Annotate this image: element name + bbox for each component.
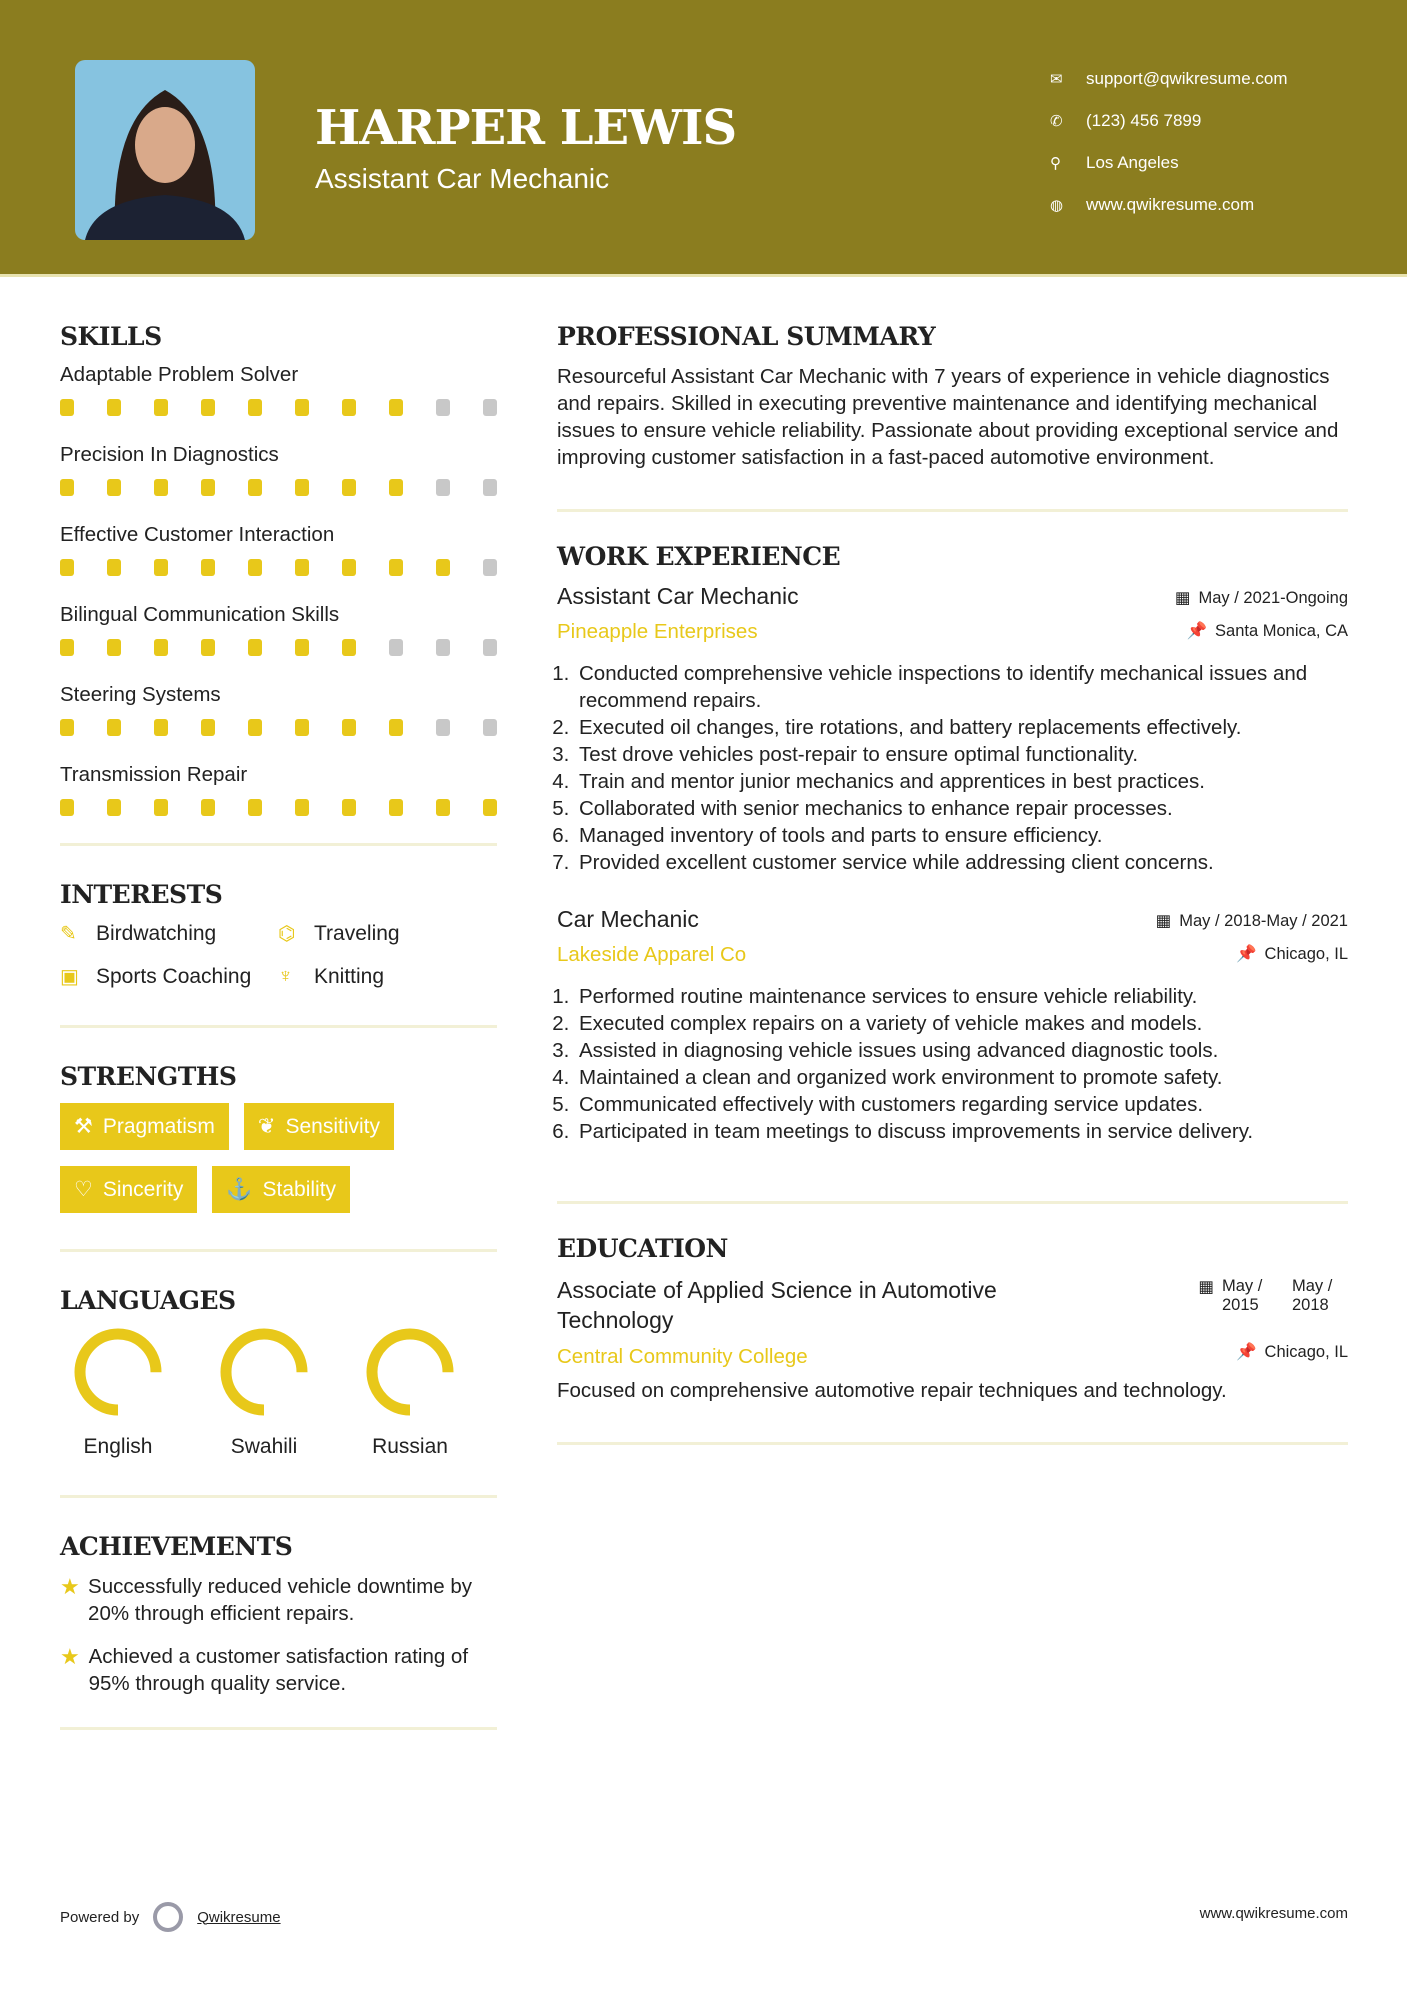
job-bullets <box>575 983 1348 1145</box>
pushpin-icon: 📌 <box>1186 622 1208 640</box>
globe-icon: ◍ <box>1050 197 1064 214</box>
skill-dot <box>389 479 403 496</box>
skill-dot <box>107 559 121 576</box>
contact-list <box>1050 58 1288 226</box>
education-dates <box>1198 1277 1348 1315</box>
jobs-list <box>557 583 1348 1145</box>
divider <box>60 843 497 846</box>
skill-dot <box>342 479 356 496</box>
candidate-role: Assistant Car Mechanic <box>315 163 610 194</box>
strength-tag <box>60 1103 229 1150</box>
skill-name: Precision In Diagnostics <box>60 443 279 466</box>
job-bullet: 7. Provided excellent customer service while addressing client concerns. <box>575 849 1348 876</box>
footer-powered <box>60 1902 281 1932</box>
job-bullet: 5. Communicated effectively with customers regarding service updates. <box>575 1091 1348 1118</box>
divider <box>557 1442 1348 1445</box>
skill-dot <box>248 399 262 416</box>
anchor-icon: ⚓ <box>226 1177 253 1201</box>
job-sub <box>557 933 1348 967</box>
skill-dot <box>248 479 262 496</box>
heart-icon: ♡ <box>74 1178 93 1201</box>
achievements-title: ACHIEVEMENTS <box>60 1532 293 1561</box>
job-bullet: 4. Train and mentor junior mechanics and apprentices in best practices. <box>575 768 1348 795</box>
skill-dot <box>436 399 450 416</box>
skill-dot <box>201 479 215 496</box>
skill-rating <box>60 559 497 576</box>
leaf-icon: ❦ <box>257 1115 276 1138</box>
skill-dot <box>60 399 74 416</box>
languages-title: LANGUAGES <box>60 1286 236 1315</box>
skill-dot <box>483 559 497 576</box>
summary-title: PROFESSIONAL SUMMARY <box>557 322 936 351</box>
suitcase-icon: ▣ <box>60 966 79 988</box>
skill-dot <box>154 559 168 576</box>
skill-dot <box>436 479 450 496</box>
skill-dot <box>295 639 309 656</box>
qwikresume-link[interactable]: Qwikresume <box>197 1908 281 1926</box>
divider <box>60 1727 497 1730</box>
skill-dot <box>248 799 262 816</box>
skill-dot <box>436 719 450 736</box>
skill-dot <box>342 399 356 416</box>
interests-list <box>60 921 497 989</box>
skill-name: Adaptable Problem Solver <box>60 363 299 386</box>
map-pin-icon: ⚲ <box>1050 155 1061 172</box>
star-icon: ★ <box>60 1574 80 1599</box>
contact-text: Los Angeles <box>1086 153 1179 172</box>
phone-icon: ✆ <box>1050 113 1063 130</box>
calendar-icon: ▦ <box>1155 912 1172 930</box>
language-label: English <box>83 1435 153 1458</box>
language-label: Swahili <box>230 1435 298 1458</box>
trophy-icon: ♆ <box>278 965 293 987</box>
education-end: May / 2018 <box>1292 1277 1333 1314</box>
skill-dot <box>436 799 450 816</box>
education-head <box>557 1275 1348 1335</box>
job-head <box>557 583 1348 610</box>
contact-text: www.qwikresume.com <box>1086 195 1255 214</box>
skill-dot <box>248 719 262 736</box>
strength-tag <box>244 1103 394 1150</box>
degree: Associate of Applied Science in Automotive Technology <box>557 1277 997 1333</box>
job-bullet: 3. Assisted in diagnosing vehicle issues using advanced diagnostic tools. <box>575 1037 1348 1064</box>
language-item <box>360 1327 460 1459</box>
skill-dot <box>295 559 309 576</box>
skill-dot <box>483 639 497 656</box>
strength-label: Pragmatism <box>102 1114 215 1138</box>
skill-dot <box>483 719 497 736</box>
achievement-text: Achieved a customer satisfaction rating of 95% through quality service. <box>88 1645 469 1695</box>
header <box>0 0 1407 277</box>
footer-url[interactable]: www.qwikresume.com <box>1199 1905 1348 1922</box>
language-label: Russian <box>372 1435 448 1458</box>
skill-dot <box>60 479 74 496</box>
language-level-ring <box>219 1327 309 1417</box>
pushpin-icon: 📌 <box>1235 945 1257 963</box>
divider <box>60 1249 497 1252</box>
skill-dot <box>436 559 450 576</box>
skill-dot <box>342 559 356 576</box>
job-bullet: 4. Maintained a clean and organized work environment to promote safety. <box>575 1064 1348 1091</box>
job-bullet: 1. Conducted comprehensive vehicle inspections to identify mechanical issues and recommend repairs. <box>575 660 1348 714</box>
qwikresume-logo-icon <box>153 1902 183 1932</box>
interest-item <box>60 921 278 946</box>
skill-dot <box>60 559 74 576</box>
school: Central Community College <box>557 1345 808 1368</box>
education-sub <box>557 1335 1348 1369</box>
skill-dot <box>248 639 262 656</box>
skill-dot <box>154 479 168 496</box>
strength-label: Sensitivity <box>285 1114 380 1138</box>
job-title: Car Mechanic <box>557 906 699 932</box>
contact-text: support@qwikresume.com <box>1086 69 1288 88</box>
skill-dot <box>107 479 121 496</box>
strength-label: Sincerity <box>102 1177 184 1201</box>
calendar-icon: ▦ <box>1198 1278 1214 1296</box>
skill-rating <box>60 479 497 496</box>
interest-item <box>278 921 478 946</box>
skill-name: Steering Systems <box>60 683 221 706</box>
candidate-name: HARPER LEWIS <box>315 100 737 156</box>
interest-label: Knitting <box>314 964 385 988</box>
skill-rating <box>60 799 497 816</box>
skill-dot <box>107 719 121 736</box>
skills-list <box>60 363 497 816</box>
skill-dot <box>483 479 497 496</box>
skill-dot <box>248 559 262 576</box>
achievement-item <box>60 1643 497 1697</box>
job-location <box>1236 945 1348 964</box>
skill-dot <box>201 399 215 416</box>
skill-dot <box>295 479 309 496</box>
skill-rating <box>60 639 497 656</box>
contact-phone[interactable] <box>1050 100 1288 142</box>
divider <box>60 1025 497 1028</box>
envelope-icon: ✉ <box>1050 71 1063 88</box>
job-bullet: 3. Test drove vehicles post-repair to ensure optimal functionality. <box>575 741 1348 768</box>
skill-dot <box>201 719 215 736</box>
skill-dot <box>342 719 356 736</box>
skill-dot <box>389 399 403 416</box>
job-location <box>1186 622 1348 641</box>
company-name: Pineapple Enterprises <box>557 620 758 643</box>
skill-dot <box>483 799 497 816</box>
date-text: May / 2021-Ongoing <box>1198 588 1348 607</box>
job-bullets <box>575 660 1348 876</box>
skill-dot <box>295 799 309 816</box>
skills-title: SKILLS <box>60 322 162 351</box>
interest-item <box>60 964 278 989</box>
strength-label: Stability <box>262 1177 337 1201</box>
skill-dot <box>389 719 403 736</box>
skill-dot <box>389 799 403 816</box>
skill-rating <box>60 719 497 736</box>
skill-dot <box>201 799 215 816</box>
skill-dot <box>389 559 403 576</box>
divider <box>60 1495 497 1498</box>
strength-tag <box>212 1166 350 1213</box>
skill-dot <box>154 399 168 416</box>
job-sub <box>557 610 1348 644</box>
skill-dot <box>107 639 121 656</box>
job-bullet: 5. Collaborated with senior mechanics to enhance repair processes. <box>575 795 1348 822</box>
location-text: Chicago, IL <box>1264 945 1348 963</box>
divider <box>557 1201 1348 1204</box>
achievement-text: Successfully reduced vehicle downtime by 20% through efficient repairs. <box>88 1575 473 1625</box>
skill-dot <box>342 799 356 816</box>
skill-dot <box>60 639 74 656</box>
language-level-ring <box>73 1327 163 1417</box>
job-bullet: 6. Participated in team meetings to discuss improvements in service delivery. <box>575 1118 1348 1145</box>
binoculars-icon: ⌬ <box>278 923 296 945</box>
language-item <box>214 1327 314 1459</box>
powered-by-label: Powered by <box>60 1908 140 1926</box>
skill-rating <box>60 399 497 416</box>
skill-name: Bilingual Communication Skills <box>60 603 340 626</box>
job-entry <box>557 906 1348 1145</box>
summary-text: Resourceful Assistant Car Mechanic with 7 years of experience in vehicle diagnostics and repairs. Skilled in executing preventive maintenance and identifying mechanical issues to ensure vehicle reliability. Passionate about providing exceptional service and improving customer satisfaction in a fast-paced automotive environment. <box>557 365 1339 469</box>
contact-text: (123) 456 7899 <box>1086 111 1202 130</box>
right-column <box>557 322 1348 1479</box>
interest-label: Traveling <box>314 921 400 945</box>
skill-dot <box>107 399 121 416</box>
education-title: EDUCATION <box>557 1234 728 1263</box>
job-bullet: 2. Executed oil changes, tire rotations, and battery replacements effectively. <box>575 714 1348 741</box>
language-item <box>68 1327 168 1459</box>
skill-dot <box>389 639 403 656</box>
pencil-square-icon: ✎ <box>60 923 77 945</box>
pushpin-icon: 📌 <box>1235 1343 1257 1361</box>
job-title: Assistant Car Mechanic <box>557 583 799 609</box>
skill-dot <box>436 639 450 656</box>
calendar-icon: ▦ <box>1174 589 1191 607</box>
languages-list <box>68 1327 497 1459</box>
education-location <box>1236 1343 1348 1362</box>
education-text: Focused on comprehensive automotive repair techniques and technology. <box>557 1379 1227 1402</box>
experience-title: WORK EXPERIENCE <box>557 542 841 571</box>
company-name: Lakeside Apparel Co <box>557 943 747 966</box>
date-text: May / 2018-May / 2021 <box>1179 911 1348 930</box>
job-bullet: 6. Managed inventory of tools and parts to ensure efficiency. <box>575 822 1348 849</box>
skill-dot <box>342 639 356 656</box>
job-head <box>557 906 1348 933</box>
gavel-icon: ⚒ <box>74 1115 93 1138</box>
achievement-item <box>60 1573 497 1627</box>
interest-label: Sports Coaching <box>96 964 252 988</box>
interest-item <box>278 964 478 989</box>
job-bullet: 1. Performed routine maintenance services to ensure vehicle reliability. <box>575 983 1348 1010</box>
language-level-ring <box>365 1327 455 1417</box>
contact-email[interactable] <box>1050 58 1288 100</box>
skill-dot <box>154 719 168 736</box>
skill-name: Transmission Repair <box>60 763 248 786</box>
skill-dot <box>201 639 215 656</box>
location-text: Chicago, IL <box>1264 1343 1348 1361</box>
contact-location <box>1050 142 1288 184</box>
job-bullet: 2. Executed complex repairs on a variety of vehicle makes and models. <box>575 1010 1348 1037</box>
strengths-list <box>60 1103 497 1213</box>
skill-name: Effective Customer Interaction <box>60 523 335 546</box>
skill-dot <box>60 719 74 736</box>
skill-dot <box>154 639 168 656</box>
skill-dot <box>60 799 74 816</box>
interests-title: INTERESTS <box>60 880 223 909</box>
divider <box>557 509 1348 512</box>
left-column <box>60 322 497 1764</box>
education-start: May / 2015 <box>1222 1277 1263 1314</box>
skill-dot <box>201 559 215 576</box>
skill-dot <box>154 799 168 816</box>
skill-dot <box>483 399 497 416</box>
profile-photo <box>75 60 255 240</box>
job-date <box>1156 911 1348 931</box>
star-icon: ★ <box>60 1644 80 1669</box>
location-text: Santa Monica, CA <box>1215 622 1348 640</box>
skill-dot <box>107 799 121 816</box>
job-entry <box>557 583 1348 876</box>
skill-dot <box>295 719 309 736</box>
interest-label: Birdwatching <box>96 921 217 945</box>
skill-dot <box>295 399 309 416</box>
strength-tag <box>60 1166 197 1213</box>
contact-website[interactable] <box>1050 184 1288 226</box>
strengths-title: STRENGTHS <box>60 1062 237 1091</box>
job-date <box>1175 588 1348 608</box>
